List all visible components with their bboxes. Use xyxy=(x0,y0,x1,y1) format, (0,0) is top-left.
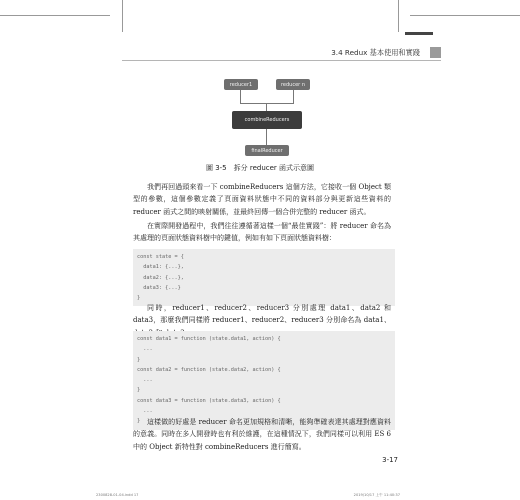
connector xyxy=(240,103,294,104)
body-paragraph: 在實際開發過程中，我們往往遵循著這樣一個“最佳實踐”：將 reducer 命名為其處理的頁面狀態資料樹中的鍵值，例如有如下頁面狀態資料樹： xyxy=(133,222,391,243)
print-slug-timestamp: 2019/10/17 上午 11:40:37 xyxy=(353,493,400,497)
code-line: data2: {...}, xyxy=(137,274,184,281)
code-line: } xyxy=(137,295,141,302)
connector xyxy=(240,90,241,104)
final-reducer-node: finalReducer xyxy=(245,145,289,156)
code-line: const data3 = function (state.data3, action) { xyxy=(137,397,281,404)
code-line: ... xyxy=(137,346,153,353)
code-line: const state = { xyxy=(137,254,184,260)
connector xyxy=(293,90,294,104)
header-title: 3.4 Redux 基本使用和實踐 xyxy=(331,48,420,57)
connector xyxy=(266,103,267,111)
figure-diagram xyxy=(0,0,520,170)
body-paragraph: 這樣做的好處是 reducer 命名更加規格和清晰，能夠準確表達其處理對應資料的意義。同時在多人開發時也有利於維護，在這種情況下，我們同樣可以利用 ES 6 中的 Object 新特性對 combineReducers 進行簡寫。 xyxy=(133,418,391,451)
code-block xyxy=(133,331,395,430)
code-line: } xyxy=(137,356,141,363)
print-slug-file: 2300828-01-04.indd 17 xyxy=(96,493,139,497)
body-paragraph: 同時，reducer1、reducer2、reducer3 分別處理 data1、data2 和 data3，那麼我們同樣將 reducer1、reducer2、reducer3 分別命名為 data1、 xyxy=(133,304,391,325)
figure-caption: 圖 3-5 拆分 reducer 函式示意圖 xyxy=(205,164,315,172)
code-line: data1: {...}, xyxy=(137,264,184,271)
body-paragraph: 我們再回過頭來看一下 combineReducers 這個方法，它接收一個 Object 類型的參數，這個參數定義了頁面資料狀態中不同的資料部分與更新這些資料的 reducer 函式之間的映射關係，並最終回傳一個合併完整的 reducer 函式。 xyxy=(133,183,391,216)
reducer1-node: reducer1 xyxy=(224,79,258,90)
code-line: const data1 = function (state.data1, action) { xyxy=(137,336,281,342)
code-line: data3: {...} xyxy=(137,284,181,291)
combine-reducers-node: combineReducers xyxy=(232,111,302,129)
code-line: const data2 = function (state.data2, action) { xyxy=(137,366,281,373)
code-line: } xyxy=(137,387,141,394)
code-block xyxy=(133,249,395,306)
reducer-n-node: reducer n xyxy=(276,79,310,90)
code-line: ... xyxy=(137,408,153,415)
code-line: } xyxy=(137,418,141,425)
connector xyxy=(266,129,267,145)
code-line: ... xyxy=(137,377,153,384)
page-number: 3-17 xyxy=(382,456,398,464)
